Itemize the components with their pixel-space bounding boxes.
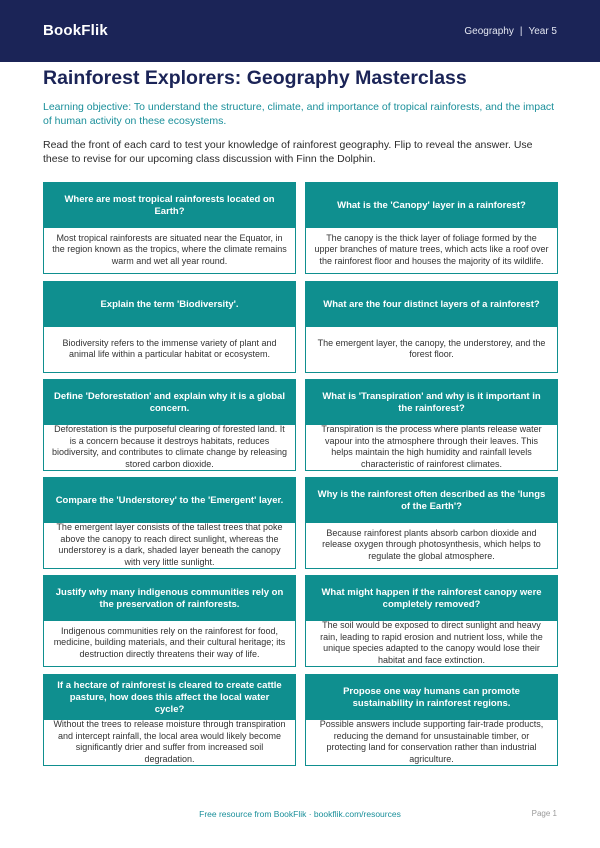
card-question: Justify why many indigenous communities rely on the preservation of rainforests. — [44, 576, 295, 621]
brand-logo-text[interactable]: BookFlik — [43, 22, 108, 39]
card-answer: Deforestation is the purposeful clearing of forested land. It is a concern because it destroys habitats, reduces biodiversity, and contributes to climate change by releasing stored carbon dioxide. — [52, 424, 287, 469]
learning-objective: Learning objective: To understand the structure, climate, and importance of tropical rainforests, and the impact of human activity on these ecosystems. — [43, 101, 555, 127]
card-question: Why is the rainforest often described as the 'lungs of the Earth'? — [306, 478, 557, 523]
flashcard[interactable] — [305, 674, 558, 766]
flashcard[interactable] — [43, 379, 296, 471]
subject-label: Geography — [464, 26, 514, 37]
flashcard[interactable] — [43, 182, 296, 274]
card-answer: Indigenous communities rely on the rainforest for food, medicine, building materials, and their cultural heritage; its destruction directly threatens their way of life. — [53, 625, 286, 659]
flashcard[interactable] — [43, 281, 296, 373]
card-answer: Because rainforest plants absorb carbon dioxide and release oxygen through photosynthesis, which helps to regulate the global atmosphere. — [322, 527, 541, 561]
subject-year-label — [464, 26, 557, 37]
card-question: Where are most tropical rainforests located on Earth? — [44, 183, 295, 228]
card-answer: The canopy is the thick layer of foliage formed by the upper branches of mature trees, which acts like a roof over the rainforest floor and houses the majority of its wildlife. — [314, 232, 549, 266]
card-answer: Most tropical rainforests are situated near the Equator, in the region known as the tropics, where the climate remains warm and wet all year round. — [52, 232, 287, 266]
footer-resource-link[interactable]: Free resource from BookFlik · bookflik.com/resources — [199, 809, 401, 819]
card-question: What are the four distinct layers of a rainforest? — [306, 282, 557, 327]
card-answer: The emergent layer consists of the tallest trees that poke above the canopy to reach direct sunlight, whereas the understorey is a dark, shaded layer beneath the canopy with very little sunlight. — [56, 522, 283, 567]
page-title: Rainforest Explorers: Geography Masterclass — [43, 67, 467, 89]
header-bar — [0, 0, 600, 62]
card-answer: Transpiration is the process where plants release water vapour into the atmosphere through their leaves. This helps maintain the high humidity and rainfall levels characteristic of rainforest climates. — [321, 424, 542, 469]
card-question: What might happen if the rainforest canopy were completely removed? — [306, 576, 557, 621]
flashcard[interactable] — [43, 477, 296, 569]
intro-text: Read the front of each card to test your knowledge of rainforest geography. Flip to reveal the answer. Use these to revise for our upcoming class discussion with Finn the Dolphin. — [43, 139, 533, 165]
flashcard[interactable] — [305, 379, 558, 471]
card-question: Define 'Deforestation' and explain why it is a global concern. — [44, 380, 295, 425]
card-answer: The soil would be exposed to direct sunlight and heavy rain, leading to rapid erosion and nutrient loss, while the unique species adapted to the canopy would lose their habitat and face extinction. — [320, 620, 543, 665]
card-answer: Biodiversity refers to the immense variety of plant and animal life within a particular habitat or ecosystem. — [62, 337, 277, 359]
flashcard[interactable] — [305, 281, 558, 373]
flashcard[interactable] — [43, 674, 296, 766]
card-question: What is 'Transpiration' and why is it important in the rainforest? — [306, 380, 557, 425]
card-question: Propose one way humans can promote sustainability in rainforest regions. — [306, 675, 557, 720]
card-question: Compare the 'Understorey' to the 'Emergent' layer. — [44, 478, 295, 523]
flashcard[interactable] — [305, 575, 558, 667]
flashcard[interactable] — [43, 575, 296, 667]
card-question: If a hectare of rainforest is cleared to create cattle pasture, how does this affect the local water cycle? — [44, 675, 295, 720]
flashcard[interactable] — [305, 182, 558, 274]
card-question: What is the 'Canopy' layer in a rainforest? — [306, 183, 557, 228]
card-answer: Without the trees to release moisture through transpiration and intercept rainfall, the local area would likely become significantly drier and suffer from increased soil degradation. — [53, 719, 286, 764]
card-question: Explain the term 'Biodiversity'. — [44, 282, 295, 327]
year-label: Year 5 — [528, 26, 557, 37]
card-answer: The emergent layer, the canopy, the understorey, and the forest floor. — [317, 337, 546, 359]
card-answer: Possible answers include supporting fair-trade products, reducing the demand for unsustainable timber, or protecting land for conservation rather than industrial agriculture. — [319, 719, 544, 764]
flashcard[interactable] — [305, 477, 558, 569]
page-number: Page 1 — [531, 809, 557, 818]
separator: | — [519, 26, 523, 37]
